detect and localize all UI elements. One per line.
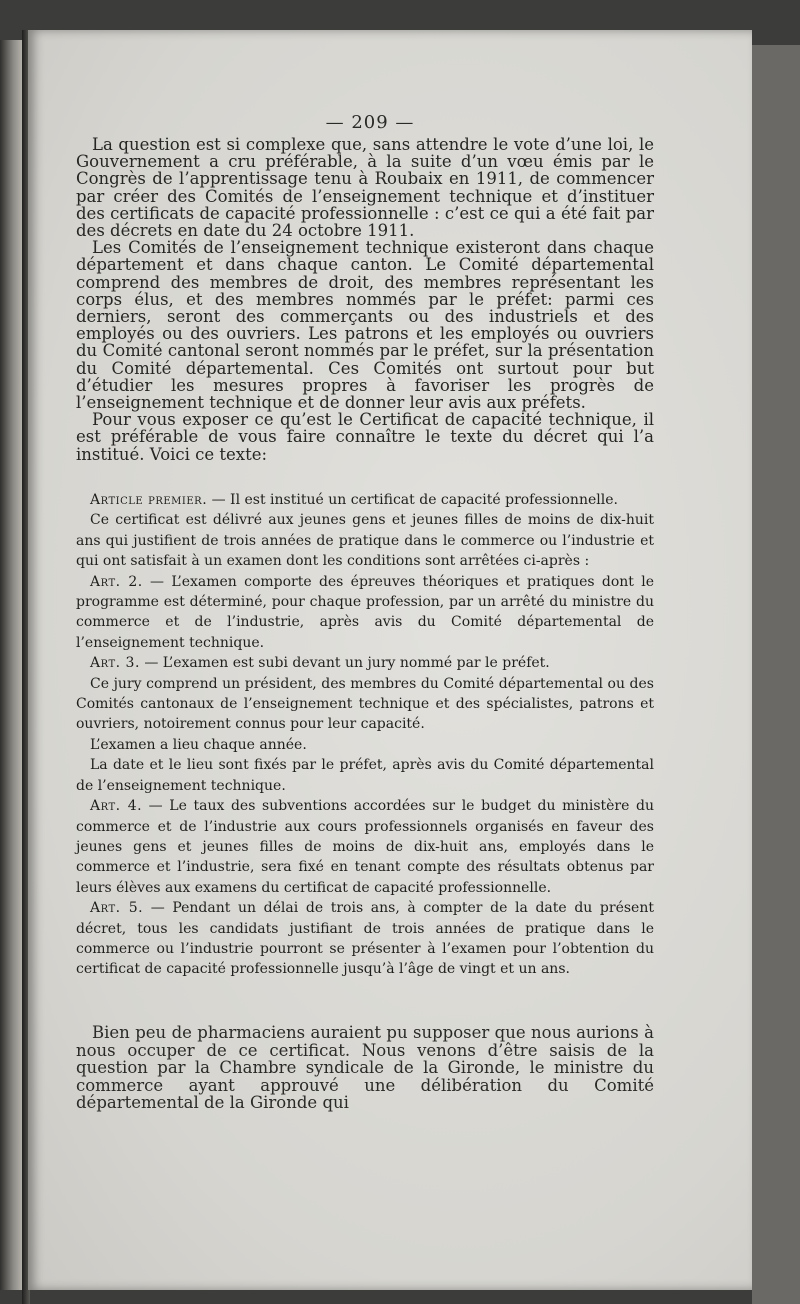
article-label: Art. 2. bbox=[90, 573, 143, 590]
decree-article bbox=[76, 898, 654, 980]
article-text: Ce jury comprend un président, des membres du Comité départemental ou des Comités cantonaux de l’enseignement technique et des spécialistes, patrons et ouvriers, notoirement connus pour leur capacité. bbox=[76, 675, 654, 733]
decree-paragraph bbox=[76, 674, 654, 735]
decree-article bbox=[76, 796, 654, 898]
decree-article bbox=[76, 572, 654, 654]
article-text: — L’examen comporte des épreuves théoriques et pratiques dont le programme est déterminé, pour chaque profession, par un arrêté du ministre du commerce et de l’industrie, après avis du Comité départemental de l’enseignement technique. bbox=[76, 573, 654, 651]
decree-text bbox=[76, 490, 654, 980]
decree-paragraph bbox=[76, 755, 654, 796]
article-text: — Le taux des subventions accordées sur le budget du ministère du commerce et de l’industrie aux cours professionnels organisés en faveur des jeunes gens et jeunes filles de moins de dix-huit ans, employés dans le commerce et l’industrie, sera fixé en tenant compte des résultats obtenus par leurs élèves aux examens du certificat de capacité professionnelle. bbox=[76, 798, 654, 896]
article-label: Art. 4. bbox=[90, 798, 143, 815]
article-text: — L’examen est subi devant un jury nommé par le préfet. bbox=[139, 655, 550, 672]
previous-page-edge bbox=[0, 40, 24, 1290]
decree-paragraph bbox=[76, 735, 654, 755]
article-label: Art. 5. bbox=[90, 900, 144, 917]
paragraph: Pour vous exposer ce qu’est le Certificat de capacité technique, il est préférable de vous faire connaître le texte du décret qui l’a institué. Voici ce texte: bbox=[76, 410, 654, 464]
article-text: La date et le lieu sont fixés par le préfet, après avis du Comité départemental de l’enseignement technique. bbox=[76, 757, 654, 794]
decree-article bbox=[76, 490, 654, 510]
closing-text bbox=[76, 1024, 654, 1112]
decree-paragraph bbox=[76, 510, 654, 571]
article-text: — Pendant un délai de trois ans, à compter de la date du présent décret, tous les candidats justifiant de trois années de pratique dans le commerce ou l’industrie pourront se présenter à l’examen pour l’obtention du certificat de capacité professionnelle jusqu’à l’âge de vingt et un ans. bbox=[76, 900, 654, 978]
page-number: — 209 — bbox=[325, 112, 415, 133]
paragraph: La question est si complexe que, sans attendre le vote d’une loi, le Gouvernement a cru préférable, à la suite d’un vœu émis par le Congrès de l’apprentissage tenu à Roubaix en 1911, de commencer par créer des Comités de l’enseignement technique et d’instituer des certificats de capacité professionnelle : c’est ce qui a été fait par des décrets en date du 24 octobre 1911. bbox=[76, 135, 654, 241]
scan-background bbox=[752, 45, 800, 1304]
decree-article bbox=[76, 653, 654, 673]
paragraph: Les Comités de l’enseignement technique existeront dans chaque département et dans chaque canton. Le Comité départemental comprend des membres de droit, des membres représentant les corps élus, et des membres nommés par le préfet: parmi ces derniers, seront des commerçants ou des industriels et des employés ou des ouvriers. Les patrons et les employés ou ouvriers du Comité cantonal seront nommés par le préfet, sur la présentation du Comité départemental. Ces Comités ont surtout pour but d’étudier les mesures propres à favoriser les progrès de l’enseignement technique et de donner leur avis aux préfets. bbox=[76, 238, 654, 413]
intro-text bbox=[76, 136, 654, 463]
article-text: — Il est institué un certificat de capacité professionnelle. bbox=[207, 492, 618, 508]
article-text: L’examen a lieu chaque année. bbox=[90, 736, 307, 753]
article-label: Art. 3. bbox=[90, 655, 140, 672]
article-label: Article premier. bbox=[90, 492, 208, 508]
article-text: Ce certificat est délivré aux jeunes gens et jeunes filles de moins de dix-huit ans qui justifient de trois années de pratique dans le commerce ou l’industrie et qui ont satisfait à un examen dont les conditions sont arrêtées ci-après : bbox=[76, 512, 654, 570]
paragraph: Bien peu de pharmaciens auraient pu supposer que nous aurions à nous occuper de ce certificat. Nous venons d’être saisis de la question par la Chambre syndicale de la Gironde, le ministre du commerce ayant approuvé une délibération du Comité départemental de la Gironde qui bbox=[76, 1023, 654, 1112]
